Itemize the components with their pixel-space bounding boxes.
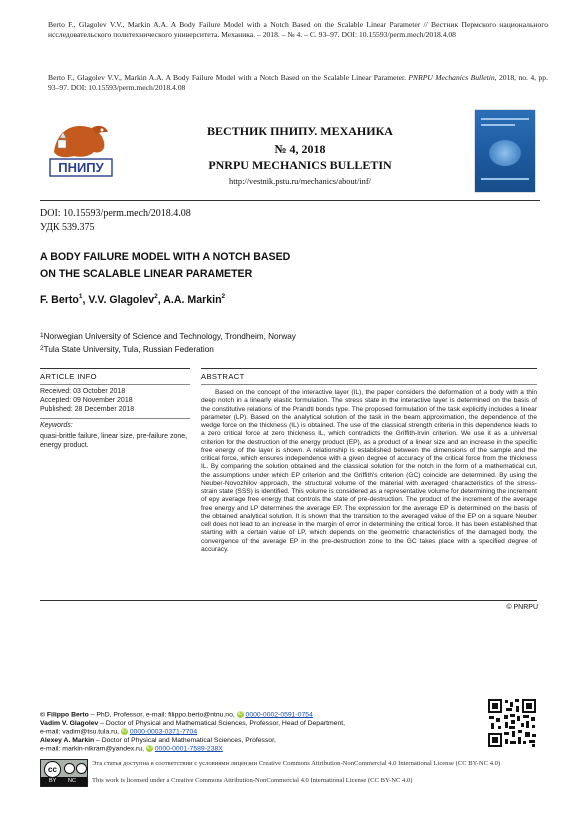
affiliation-mark: 2 bbox=[40, 345, 44, 352]
abstract-top-rule bbox=[201, 368, 537, 369]
author-info-glagolev-email bbox=[40, 728, 450, 737]
author-name: V.V. Glagolev bbox=[88, 294, 155, 306]
noncommercial-icon bbox=[76, 763, 87, 774]
doi[interactable]: DOI: 10.15593/perm.mech/2018.4.08 bbox=[40, 208, 191, 219]
author-info-desc: – Doctor of Physical and Mathematical Sciences, Professor, bbox=[94, 736, 276, 744]
article-info-rule bbox=[40, 384, 190, 385]
udk: УДК 539.375 bbox=[40, 222, 95, 233]
article-info-top-rule bbox=[40, 368, 190, 369]
author-info-markin bbox=[40, 737, 450, 745]
license-russian: Эта статья доступна в соответствии с условиями лицензии Creative Commons Attribution-NonCommercial 4.0 International License (CC BY-NC 4.0) bbox=[92, 760, 501, 767]
keywords-label: Keywords: bbox=[40, 422, 73, 429]
article-info-heading: ARTICLE INFO bbox=[40, 372, 97, 381]
author-affiliation-mark: 1 bbox=[78, 293, 83, 300]
journal-url[interactable]: http://vestnik.pstu.ru/mechanics/about/inf/ bbox=[229, 177, 371, 186]
author-info-name: Filippo Berto bbox=[46, 711, 89, 719]
journal-title-en: PNRPU MECHANICS BULLETIN bbox=[208, 158, 392, 172]
citation-russian: Berto F., Glagolev V.V., Markin A.A. A Body Failure Model with a Notch Based on the Scalable Linear Parameter // Вестник Пермского национального исследовательского политехнического университета. Механика. – 2018. – № 4. – С. 93–97. DOI: 10.15593/perm.mech/2018.4.08 bbox=[48, 20, 548, 39]
author-affiliation-mark: 2 bbox=[221, 293, 226, 300]
author-info-glagolev bbox=[40, 720, 450, 728]
orcid-icon: iD bbox=[237, 711, 243, 717]
keywords-rule bbox=[40, 418, 190, 419]
orcid-link[interactable]: 0000-0001-7589-238X bbox=[154, 745, 223, 753]
orcid-icon: iD bbox=[147, 745, 152, 751]
logo-text: ПНИПУ bbox=[58, 160, 104, 175]
author-name: A.A. Markin bbox=[163, 294, 222, 306]
cc-nc-label: NC bbox=[68, 778, 76, 784]
author-info-markin-email bbox=[40, 745, 450, 754]
author-info-email: e-mail: markin-nikram@yandex.ru, bbox=[40, 745, 144, 753]
abstract-heading: ABSTRACT bbox=[201, 372, 245, 381]
journal-title-ru: ВЕСТНИК ПНИПУ. МЕХАНИКА bbox=[207, 124, 393, 138]
journal-cover-image bbox=[475, 110, 535, 192]
qr-code-image bbox=[488, 699, 536, 747]
person-icon bbox=[64, 763, 75, 774]
affiliation-text: Norwegian University of Science and Technology, Trondheim, Norway bbox=[43, 332, 296, 341]
affiliation-mark: 1 bbox=[40, 332, 44, 339]
author-info-berto: © Filippo Berto – PhD, Professor, e-mail: filippo.berto@ntnu.no, iD 0000-0002-0591-0754 bbox=[40, 711, 313, 719]
affiliation bbox=[40, 343, 214, 356]
orcid-icon: iD bbox=[122, 728, 127, 734]
citation-english-main: Berto F., Glagolev V.V., Markin A.A. A Body Failure Model with a Notch Based on the Scalable Linear Parameter. bbox=[48, 73, 406, 82]
article-title-line-1: A BODY FAILURE MODEL WITH A NOTCH BASED bbox=[40, 251, 291, 263]
copyright: © PNRPU bbox=[506, 604, 538, 611]
accepted-date: Accepted: 09 November 2018 bbox=[40, 397, 133, 404]
abstract-rule bbox=[201, 384, 537, 385]
abstract-bottom-rule bbox=[40, 600, 537, 601]
orcid-link[interactable]: 0000-0003-0371-7704 bbox=[129, 728, 198, 736]
authors: F. Berto$^1$, V.V. Glagolev$^2$, A.A. Markin$^2$ bbox=[40, 293, 226, 306]
abstract-text: Based on the concept of the interactive layer (IL), the paper considers the deformation of a body with a thin deep notch in a linearly elastic formulation. The stress state in the interactive layer is determined on the basis of the constitutive relations of the Prandtl bonds type. The proposed formulation of the task explicitly includes a linear parameter (LP). Based on the analytical solution of the task in the beam approximation, the dependence of the wedge force on the thickness (IL) is obtained. The use of the classical strength criteria in this dependence leads to a zero critical force at zero thickness IL, which contradicts the Griffith-Irvin criterion. We use it as a universal criterion for the destruction of the energy product (EP), as a product of a linear size and an increase in the specific free energy of the layer is shown. A relationship is established between the dimensions of the sample and the critical force, which ensures independence with a given degree of accuracy of the critical force from the thickness IL. By comparing the solution obtained and the classical solution for the notch in the form of a mathematical cut, the assumptions under which EP criterion and the Griffith's criterion (GC) coincide are determined. By using the Neuber-Novozhilov approach, the structural volume of the material with averaged characteristics of the stress-strain state (SSS) is identified. This volume is considered as a representative volume for determining the increment of epy average free energy that controls the state of pre-destruction. The product of the increment of the average free energy and LP determines the average EP. The expression for the average EP is determined on the basis of the obtained analytical solution. It is shown that the transition to the averaged value of the EP on a square Neuber cell does not lead to an increase in the margin of error in determining the critical force. It has been established that starting with a certain value of LP, which depends on the geometric characteristics of the damaged body, the convergence of the average EP in the pre-destruction zone to the GC takes place with a specified degree of accuracy. bbox=[201, 389, 537, 553]
author-affiliation-mark: 2 bbox=[154, 293, 158, 300]
pnipu-logo bbox=[44, 118, 119, 180]
author-info-desc: – PhD, Professor, e-mail: filippo.berto@ntnu.no, bbox=[88, 711, 235, 719]
cc-icon: cc bbox=[44, 761, 61, 778]
received-date: Received: 03 October 2018 bbox=[40, 388, 126, 395]
author-info-email: e-mail: vadim@tsu.tula.ru, bbox=[40, 728, 120, 736]
cc-by-label: BY bbox=[49, 778, 57, 784]
citation-english-rest: , 2018, no. 4, pp. 93–97. DOI: 10.15593/perm.mech/2018.4.08 bbox=[48, 73, 548, 92]
published-date: Published: 28 December 2018 bbox=[40, 406, 135, 413]
citation-english-journal: PNRPU Mechanics Bulletin bbox=[408, 73, 495, 82]
author-info-name: Vadim V. Glagolev bbox=[40, 719, 99, 727]
journal-issue: № 4, 2018 bbox=[274, 142, 326, 156]
author-info-name: Alexey A. Markin bbox=[40, 736, 95, 744]
license-english: This work is licensed under a Creative Commons Attribution-NonCommercial 4.0 International License (CC BY-NC 4.0) bbox=[92, 777, 413, 784]
orcid-link[interactable]: 0000-0002-0591-0754 bbox=[245, 711, 313, 719]
header-rule bbox=[40, 200, 540, 201]
affiliation bbox=[40, 330, 296, 343]
affiliation-text: Tula State University, Tula, Russian Federation bbox=[43, 345, 214, 354]
author-info-desc: – Doctor of Physical and Mathematical Sciences, Professor, Head of Department, bbox=[98, 719, 346, 727]
article-title-line-2: ON THE SCALABLE LINEAR PARAMETER bbox=[40, 268, 253, 280]
cc-by-nc-badge bbox=[40, 759, 88, 787]
citation-english bbox=[48, 73, 548, 92]
author-name: F. Berto bbox=[40, 294, 79, 306]
keywords: quasi-brittle failure, linear size, pre-failure zone, energy product. bbox=[40, 433, 188, 449]
